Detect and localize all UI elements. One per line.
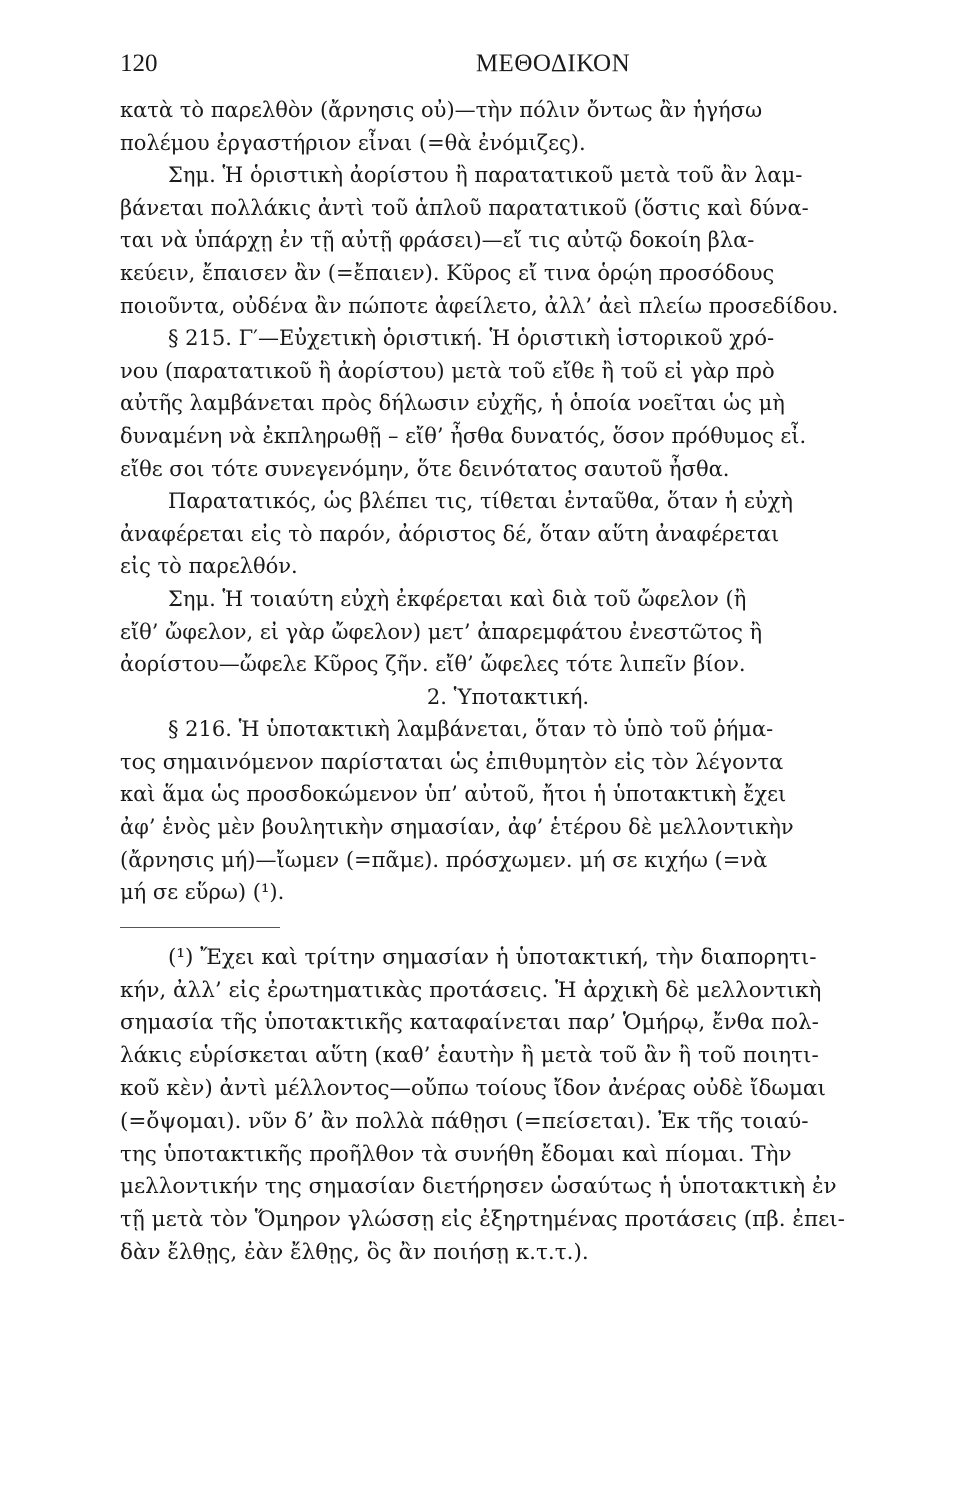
footnote-line: δὰν ἔλθῃς, ἐὰν ἔλθῃς, ὃς ἂν ποιήσῃ κ.τ.τ.). — [120, 1240, 589, 1266]
text-line: βάνεται πολλάκις ἀντὶ τοῦ ἁπλοῦ παρατατικοῦ (ὅστις καὶ δύνα- — [120, 195, 809, 220]
text-line: μή σε εὕρω) (¹). — [120, 880, 285, 905]
footnote-line: σημασία τῆς ὑποτακτικῆς καταφαίνεται παρ’ Ὁμήρῳ, ἔνθα πολ- — [120, 1010, 819, 1036]
text-line: ται νὰ ὑπάρχῃ ἐν τῇ αὐτῇ φράσει)—εἴ τις αὐτῷ δοκοίη βλα- — [120, 228, 755, 253]
text-line: ποιοῦντα, οὐδένα ἂν πώποτε ἀφείλετο, ἀλλ’ ἀεὶ πλείω προσεδίδου. — [120, 293, 839, 318]
page-header — [120, 50, 926, 84]
text-line: (ἄρνησις μή)—ἴωμεν (=πᾶμε). πρόσχωμεν. μή σε κιχήω (=νὰ — [120, 847, 768, 872]
footnote-line: (=ὄψομαι). νῦν δ’ ἂν πολλὰ πάθῃσι (=πείσεται). Ἐκ τῆς τοιαύ- — [120, 1108, 809, 1134]
text-line: εἴθ’ ὤφελον, εἰ γὰρ ὤφελον) μετ’ ἀπαρεμφάτου ἐνεστῶτος ἢ — [120, 619, 763, 644]
page-number: 120 — [120, 50, 158, 77]
footnote-line: (¹) Ἔχει καὶ τρίτην σημασίαν ἡ ὑποτακτική, τὴν διαπορητι- — [168, 944, 817, 970]
footnote-line: μελλοντικήν της σημασίαν διετήρησεν ὡσαύτως ἡ ὑποτακτικὴ ἐν — [120, 1174, 837, 1200]
text-line: ἀναφέρεται εἰς τὸ παρόν, ἀόριστος δέ, ὅταν αὕτη ἀναφέρεται — [120, 521, 780, 546]
main-text — [120, 94, 896, 1270]
text-line: δυναμένη νὰ ἐκπληρωθῇ – εἴθ’ ἦσθα δυνατός, ὅσον πρόθυμος εἶ. — [120, 423, 807, 448]
running-title: ΜΕΘΟΔΙΚΟΝ — [475, 50, 631, 77]
text-line: καὶ ἅμα ὡς προσδοκώμενον ὑπ’ αὐτοῦ, ἤτοι ἡ ὑποτακτικὴ ἔχει — [120, 782, 787, 807]
text-line: εἰς τὸ παρελθόν. — [120, 554, 298, 579]
footnote — [120, 942, 896, 1270]
text-line: κεύειν, ἔπαισεν ἂν (=ἔπαιεν). Κῦρος εἴ τινα ὁρῴη προσόδους — [120, 260, 775, 285]
section-215-heading-line: § 215. Γ′—Εὐχετικὴ ὁριστική. Ἡ ὁριστικὴ ἱστορικοῦ χρό- — [168, 326, 775, 351]
section-216-heading-line: § 216. Ἡ ὑποτακτικὴ λαμβάνεται, ὅταν τὸ ὑπὸ τοῦ ῥήμα- — [168, 717, 774, 742]
text-line: πολέμου ἐργαστήριον εἶναι (=θὰ ἐνόμιζες). — [120, 130, 586, 155]
footnote-line: της ὑποτακτικῆς προῆλθον τὰ συνήθη ἔδομαι καὶ πίομαι. Τὴν — [120, 1141, 792, 1167]
footnote-line: κήν, ἀλλ’ εἰς ἐρωτηματικὰς προτάσεις. Ἡ ἀρχικὴ δὲ μελλοντικὴ — [120, 977, 822, 1003]
text-line: ἀορίστου—ὤφελε Κῦρος ζῆν. εἴθ’ ὤφελες τότε λιπεῖν βίον. — [120, 652, 746, 677]
text-line: Παρατατικός, ὡς βλέπει τις, τίθεται ἐνταῦθα, ὅταν ἡ εὐχὴ — [168, 489, 793, 514]
text-line: ἀφ’ ἑνὸς μὲν βουλητικὴν σημασίαν, ἀφ’ ἑτέρου δὲ μελλοντικὴν — [120, 815, 794, 840]
text-line: εἴθε σοι τότε συνεγενόμην, ὅτε δεινότατος σαυτοῦ ἦσθα. — [120, 456, 730, 481]
text-line: τος σημαινόμενον παρίσταται ὡς ἐπιθυμητὸν εἰς τὸν λέγοντα — [120, 749, 784, 774]
text-line: Σημ. Ἡ τοιαύτη εὐχὴ ἐκφέρεται καὶ διὰ τοῦ ὤφελον (ἢ — [168, 586, 747, 611]
text-line: Σημ. Ἡ ὁριστικὴ ἀορίστου ἢ παρατατικοῦ μετὰ τοῦ ἂν λαμ- — [168, 163, 803, 188]
footnote-divider — [120, 927, 280, 928]
footnote-line: τῇ μετὰ τὸν Ὅμηρον γλώσσῃ εἰς ἐξηρτημένας προτάσεις (πβ. ἐπει- — [120, 1207, 845, 1233]
text-line: κατὰ τὸ παρελθὸν (ἄρνησις οὐ)—τὴν πόλιν ὄντως ἂν ἡγήσω — [120, 98, 763, 122]
text-line: νου (παρατατικοῦ ἢ ἀορίστου) μετὰ τοῦ εἴθε ἢ τοῦ εἰ γὰρ πρὸ — [120, 358, 775, 383]
footnote-line: κοῦ κὲν) ἀντὶ μέλλοντος—οὔπω τοίους ἴδον ἀνέρας οὐδὲ ἴδωμαι — [120, 1076, 826, 1102]
text-line: αὐτῆς λαμβάνεται πρὸς δήλωσιν εὐχῆς, ἡ ὁποία νοεῖται ὡς μὴ — [120, 391, 785, 416]
footnote-line: λάκις εὑρίσκεται αὕτη (καθ’ ἑαυτὴν ἢ μετὰ τοῦ ἂν ἢ τοῦ ποιητι- — [120, 1043, 819, 1069]
section-heading-subjunctive: 2. Ὑποτακτική. — [426, 684, 590, 709]
